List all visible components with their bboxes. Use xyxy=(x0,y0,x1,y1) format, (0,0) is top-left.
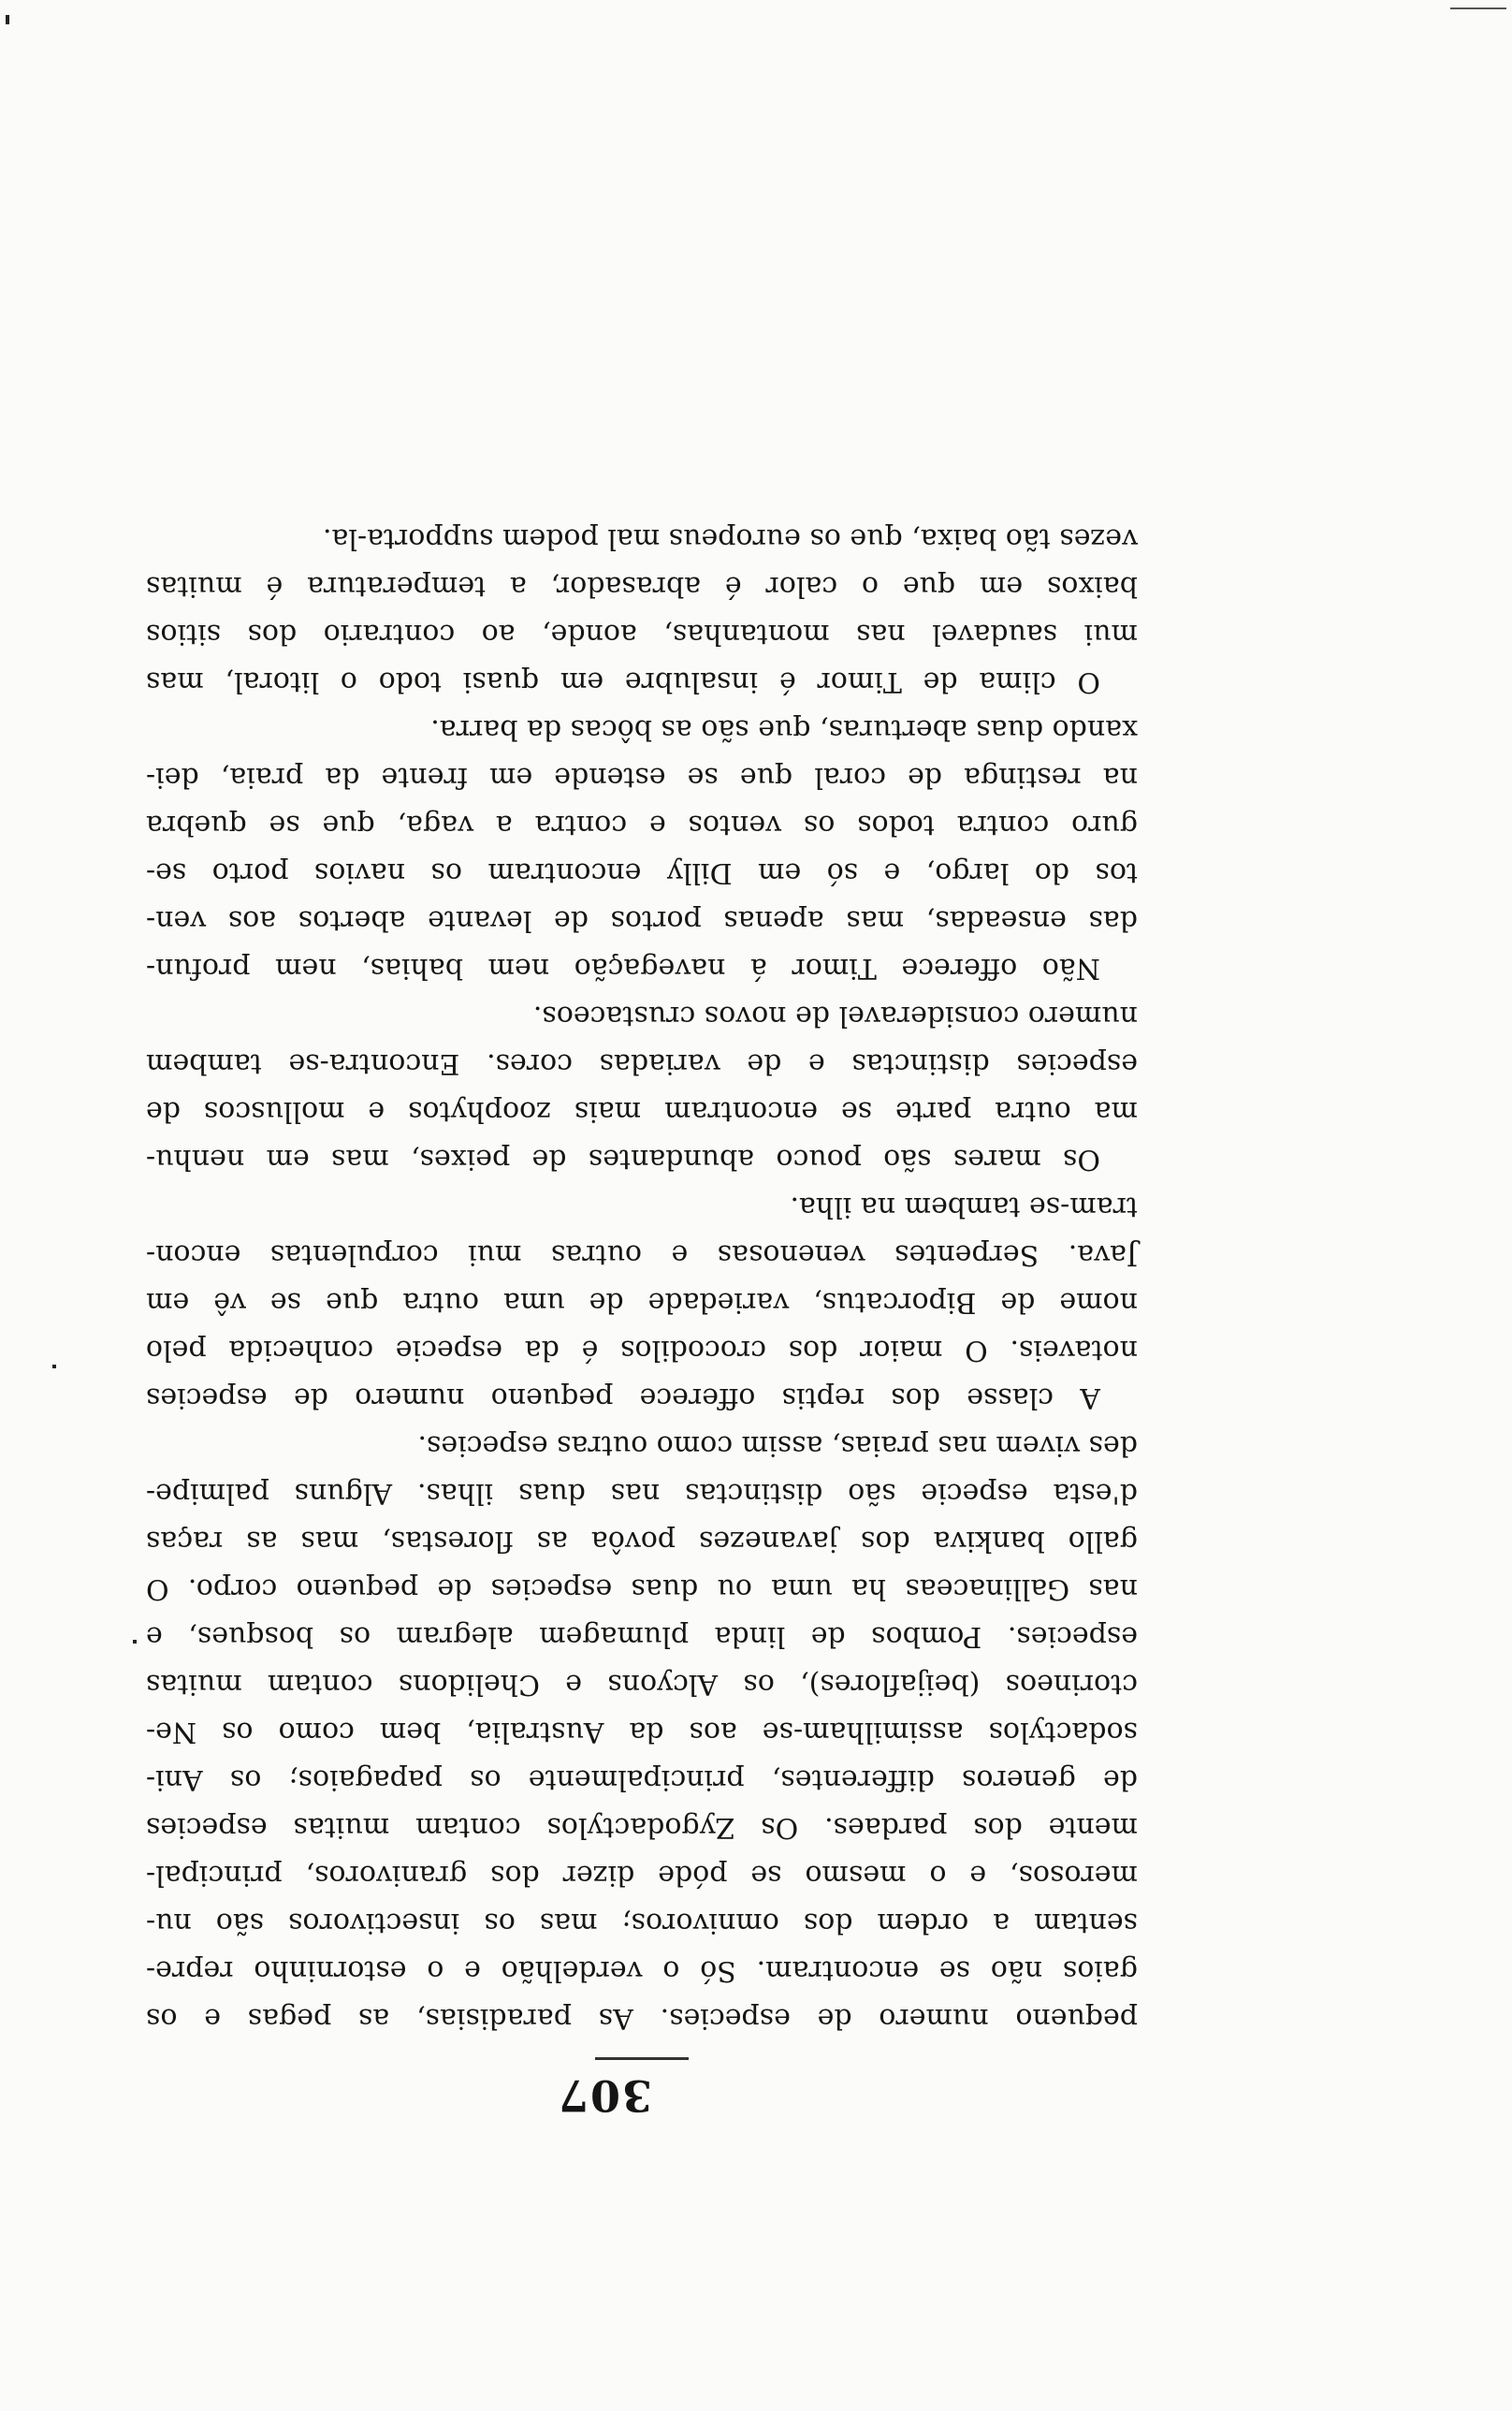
scan-speck xyxy=(1450,7,1506,9)
text-line: de generos differentes, principalmente os papagaios; os Ani- xyxy=(146,1763,1138,1796)
text-line: nome de Biporcatus, variedade de uma outra que se vê em xyxy=(146,1286,1138,1319)
text-line: Java. Serpentes venenosas e outras mui corpulentas encon- xyxy=(146,1238,1138,1271)
text-line: mente dos pardaes. Os Zygodactylos contam muitas especies xyxy=(146,1811,1138,1844)
text-line: merosos, e o mesmo se póde dizer dos granivoros, principal- xyxy=(146,1859,1138,1892)
paragraph xyxy=(146,706,1138,992)
text-line: tram-se tambem na ilha. xyxy=(790,1191,1138,1223)
paragraph xyxy=(146,992,1138,1183)
text-line: xando duas aberturas, que são as bôcas da barra. xyxy=(430,713,1138,746)
text-line: Não offerece Timor á navegação nem bahias, nem profun- xyxy=(146,952,1100,985)
scan-speck xyxy=(6,15,9,24)
text-line: gaios não se encontram. Só o verdelhão e o estorninho repre- xyxy=(146,1954,1138,1987)
paragraph xyxy=(146,515,1138,706)
text-line: baixos em que o calor é abrasador, a temperatura é muitas xyxy=(146,570,1138,603)
text-line: Os mares são pouco abundantes de peixes, mas em nenhu- xyxy=(146,1143,1100,1176)
text-line: na restinga de coral que se estende em frente da praia, dei- xyxy=(146,761,1138,794)
scan-speck xyxy=(133,1640,137,1644)
page-text xyxy=(146,515,1138,2119)
paragraph xyxy=(146,1422,1138,2042)
text-line: gallo bankiva dos javanezes povôa as florestas, mas as raças xyxy=(146,1525,1138,1557)
text-line: ctorineos (beijaflores), os Alcyons e Chelidons contam muitas xyxy=(146,1668,1138,1701)
text-line: nas Gallinaceas ha uma ou duas especies de pequeno corpo. O xyxy=(146,1572,1138,1605)
text-line: O clima de Timor é insalubre em quasi todo o litoral, mas xyxy=(146,665,1100,698)
text-line: tos do largo, e só em Dilly encontram os navios porto se- xyxy=(146,856,1138,889)
text-line: pequeno numero de especies. As paradisias, as pegas e os xyxy=(146,2002,1138,2035)
page-number: 307 xyxy=(556,2070,653,2121)
text-line: des vivem nas praias, assim como outras especies. xyxy=(417,1429,1138,1462)
text-line: especies distinctas e de variadas cores. Encontra-se tambem xyxy=(146,1047,1138,1080)
text-line: guro contra todos os ventos e contra a vaga, que se quebra xyxy=(146,809,1138,841)
paragraph xyxy=(146,1183,1138,1422)
text-line: mui saudavel nas montanhas, aonde, ao contrario dos sitios xyxy=(146,618,1138,650)
text-line: ma outra parte se encontram mais zoophytos e molluscos de xyxy=(146,1095,1138,1128)
text-line: numero consideravel de novos crustaceos. xyxy=(532,1000,1138,1032)
paragraphs xyxy=(146,515,1138,2042)
text-line: vezes tão baixa, que os europeus mal podem supporta-la. xyxy=(322,522,1138,555)
text-line: A classe dos reptis offerece pequeno numero de especies xyxy=(146,1381,1100,1414)
header-rule xyxy=(595,2057,689,2060)
text-line: sentam a ordem dos omnivoros; mas os insectivoros são nu- xyxy=(146,1907,1138,1939)
text-line: sodactylos assimilham-se aos da Australia, bem como os Ne- xyxy=(146,1716,1138,1748)
text-line: d'esta especie são distinctas nas duas ilhas. Alguns palmipe- xyxy=(146,1477,1138,1510)
scan-speck xyxy=(52,1365,56,1368)
text-line: especies. Pombos de linda plumagem alegram os bosques, e xyxy=(146,1620,1138,1653)
text-line: das enseadas, mas apenas portos de levante abertos aos ven- xyxy=(146,904,1138,937)
text-line: notaveis. O maior dos crocodilos é da especie conhecida pelo xyxy=(146,1334,1138,1366)
